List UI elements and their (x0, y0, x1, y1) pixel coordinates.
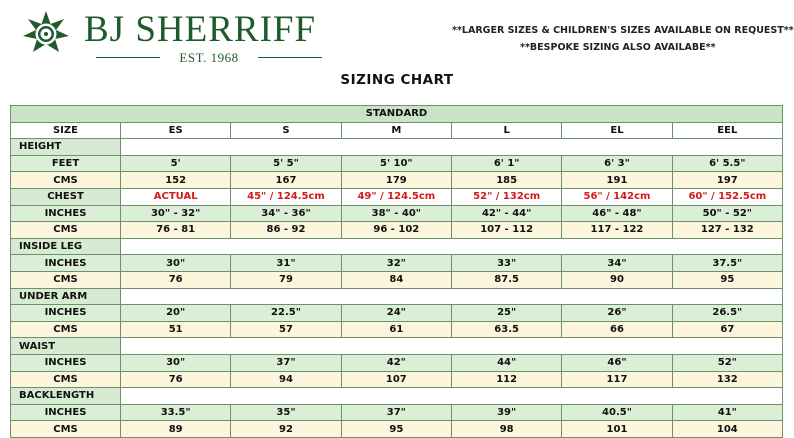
standard-label: STANDARD (11, 106, 783, 123)
size-es: ES (121, 122, 231, 139)
table-cell: 67 (672, 321, 782, 338)
table-cell: 63.5 (451, 321, 561, 338)
table-cell: 89 (121, 421, 231, 438)
table-cell: 6' 3" (562, 155, 672, 172)
table-row (11, 371, 783, 388)
table-row (11, 321, 783, 338)
chest-actual-cell: 60" / 152.5cm (672, 188, 782, 205)
table-cell: 107 (341, 371, 451, 388)
sheriff-star-logo-icon (22, 10, 70, 58)
section-label: CHEST (11, 188, 121, 205)
table-cell: 66 (562, 321, 672, 338)
table-cell: 94 (231, 371, 341, 388)
table-cell: 37.5" (672, 255, 782, 272)
table-cell: 41" (672, 404, 782, 421)
chest-actual-cell: 56" / 142cm (562, 188, 672, 205)
table-row (11, 388, 783, 405)
inches-label: INCHES (11, 205, 121, 222)
table-cell: 6' 1" (451, 155, 561, 172)
established-row (96, 50, 322, 64)
inches-label: INCHES (11, 305, 121, 322)
table-row (11, 338, 783, 355)
section-label: WAIST (11, 338, 121, 355)
table-cell: 46" - 48" (562, 205, 672, 222)
table-cell: 95 (672, 271, 782, 288)
size-el: EL (562, 122, 672, 139)
table-cell: 42" - 44" (451, 205, 561, 222)
table-cell: 52" (672, 354, 782, 371)
table-cell: 132 (672, 371, 782, 388)
header (0, 0, 794, 100)
table-cell: 37" (341, 404, 451, 421)
table-row (11, 188, 783, 205)
table-cell: 33.5" (121, 404, 231, 421)
section-label: HEIGHT (11, 139, 121, 156)
table-cell: 5' 10" (341, 155, 451, 172)
table-cell: 112 (451, 371, 561, 388)
table-row (11, 139, 783, 156)
table-row (11, 255, 783, 272)
table-cell: 46" (562, 354, 672, 371)
table-cell: 30" (121, 255, 231, 272)
table-cell: 87.5 (451, 271, 561, 288)
table-row (11, 288, 783, 305)
table-cell: 26" (562, 305, 672, 322)
established-year: EST. 1968 (179, 50, 239, 65)
table-cell: 34" - 36" (231, 205, 341, 222)
cms-label: CMS (11, 371, 121, 388)
table-cell: 117 (562, 371, 672, 388)
divider (258, 57, 322, 58)
table-cell: 31" (231, 255, 341, 272)
section-label: INSIDE LEG (11, 238, 121, 255)
larger-sizes-note: **LARGER SIZES & CHILDREN'S SIZES AVAILABLE ON REQUEST** (452, 25, 794, 36)
table-cell: 44" (451, 354, 561, 371)
table-cell: 32" (341, 255, 451, 272)
size-eel: EEL (672, 122, 782, 139)
table-row (11, 305, 783, 322)
bespoke-sizing-note: **BESPOKE SIZING ALSO AVAILABE** (520, 42, 716, 53)
brand-name: BJ SHERRIFF (84, 9, 317, 50)
chart-title: SIZING CHART (340, 72, 454, 88)
table-cell: 38" - 40" (341, 205, 451, 222)
table-row (11, 172, 783, 189)
table-row (11, 238, 783, 255)
table-cell: 179 (341, 172, 451, 189)
table-cell: 57 (231, 321, 341, 338)
table-cell: 86 - 92 (231, 222, 341, 239)
cms-label: CMS (11, 321, 121, 338)
table-cell: 39" (451, 404, 561, 421)
section-spacer (121, 238, 783, 255)
table-row (11, 271, 783, 288)
inches-label: INCHES (11, 404, 121, 421)
size-l: L (451, 122, 561, 139)
table-cell: 5' 5" (231, 155, 341, 172)
cms-label: CMS (11, 172, 121, 189)
table-cell: 26.5" (672, 305, 782, 322)
table-cell: 22.5" (231, 305, 341, 322)
table-cell: 84 (341, 271, 451, 288)
size-s: S (231, 122, 341, 139)
table-cell: 35" (231, 404, 341, 421)
chest-actual-cell: ACTUAL (121, 188, 231, 205)
table-cell: 95 (341, 421, 451, 438)
inches-label: INCHES (11, 354, 121, 371)
table-cell: 50" - 52" (672, 205, 782, 222)
table-row (11, 404, 783, 421)
table-cell: 117 - 122 (562, 222, 672, 239)
table-cell: 30" - 32" (121, 205, 231, 222)
table-row (11, 155, 783, 172)
table-cell: 6' 5.5" (672, 155, 782, 172)
section-label: UNDER ARM (11, 288, 121, 305)
table-cell: 90 (562, 271, 672, 288)
table-cell: 51 (121, 321, 231, 338)
table-row (11, 354, 783, 371)
sizing-table-body (11, 106, 783, 438)
table-row (11, 122, 783, 139)
chest-actual-cell: 45" / 124.5cm (231, 188, 341, 205)
table-cell: 37" (231, 354, 341, 371)
chest-actual-cell: 52" / 132cm (451, 188, 561, 205)
table-cell: 76 - 81 (121, 222, 231, 239)
feet-label: FEET (11, 155, 121, 172)
section-spacer (121, 338, 783, 355)
table-cell: 101 (562, 421, 672, 438)
table-cell: 25" (451, 305, 561, 322)
table-cell: 79 (231, 271, 341, 288)
table-cell: 42" (341, 354, 451, 371)
size-m: M (341, 122, 451, 139)
table-row (11, 106, 783, 123)
table-cell: 167 (231, 172, 341, 189)
table-cell: 61 (341, 321, 451, 338)
section-spacer (121, 388, 783, 405)
table-cell: 76 (121, 271, 231, 288)
table-cell: 127 - 132 (672, 222, 782, 239)
section-label: BACKLENGTH (11, 388, 121, 405)
table-row (11, 222, 783, 239)
table-cell: 104 (672, 421, 782, 438)
table-cell: 152 (121, 172, 231, 189)
table-cell: 24" (341, 305, 451, 322)
sizing-table (10, 105, 783, 438)
inches-label: INCHES (11, 255, 121, 272)
chest-actual-cell: 49" / 124.5cm (341, 188, 451, 205)
table-cell: 96 - 102 (341, 222, 451, 239)
section-spacer (121, 139, 783, 156)
size-header-label: SIZE (11, 122, 121, 139)
table-cell: 98 (451, 421, 561, 438)
table-cell: 30" (121, 354, 231, 371)
table-cell: 40.5" (562, 404, 672, 421)
table-cell: 92 (231, 421, 341, 438)
table-cell: 191 (562, 172, 672, 189)
cms-label: CMS (11, 222, 121, 239)
table-row (11, 421, 783, 438)
table-cell: 20" (121, 305, 231, 322)
section-spacer (121, 288, 783, 305)
table-cell: 185 (451, 172, 561, 189)
cms-label: CMS (11, 421, 121, 438)
table-cell: 76 (121, 371, 231, 388)
table-row (11, 205, 783, 222)
table-cell: 107 - 112 (451, 222, 561, 239)
cms-label: CMS (11, 271, 121, 288)
table-cell: 197 (672, 172, 782, 189)
table-cell: 34" (562, 255, 672, 272)
table-cell: 33" (451, 255, 561, 272)
table-cell: 5' (121, 155, 231, 172)
